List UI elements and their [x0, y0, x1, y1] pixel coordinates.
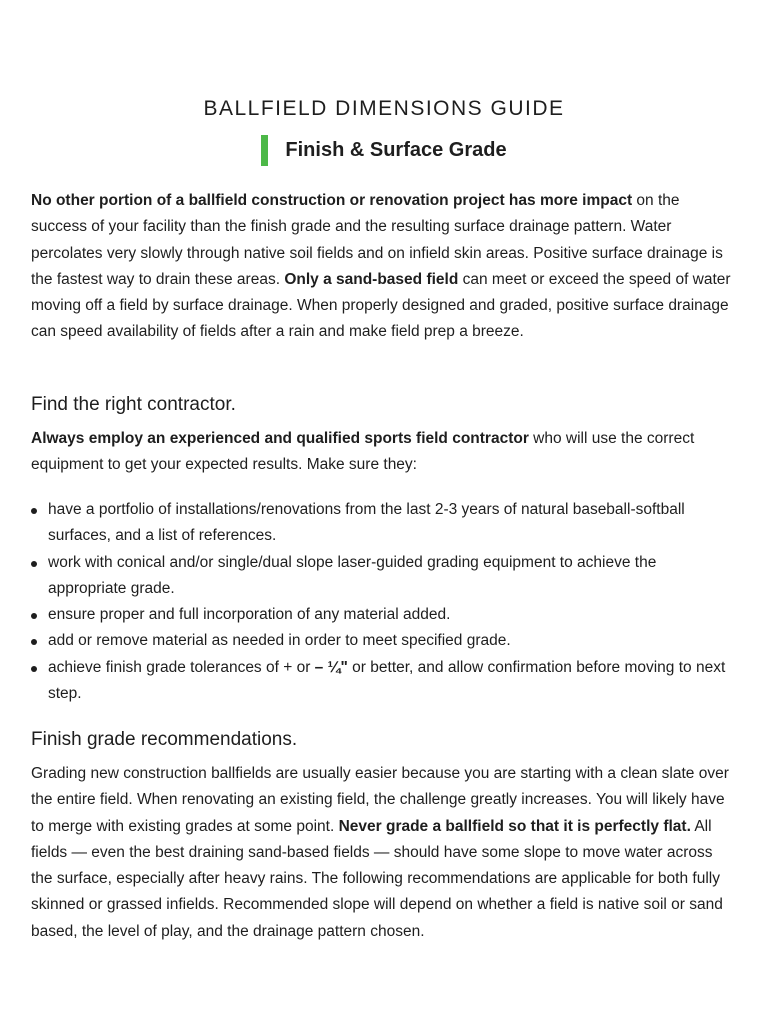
list-item: [31, 602, 737, 628]
accent-bar: [261, 135, 268, 166]
bullet-dot: [31, 508, 37, 514]
recommendations-bold: Never grade a ballfield so that it is perfectly flat.: [338, 817, 691, 835]
subtitle-row: [0, 135, 768, 166]
heading-recommendations: Finish grade recommendations.: [31, 729, 298, 750]
recommendations-text-1: Grading new construction ballfields are usually easier because you are starting with a clean slate over the entire field. When renovating an existing field, the challenge greatly increases. You will likely have to merge with existing grades at some point.: [31, 765, 729, 835]
list-item-text-pre: achieve finish grade tolerances of + or: [48, 658, 315, 676]
contractor-bold: Always employ an experienced and qualified sports field contractor: [31, 430, 529, 447]
bullet-dot: [31, 639, 37, 645]
section-contractor: [31, 392, 737, 418]
heading-contractor: Find the right contractor.: [31, 394, 236, 415]
bullet-dot: [31, 561, 37, 567]
section-recommendations: [31, 727, 737, 753]
list-item: [31, 497, 737, 550]
list-item-text: have a portfolio of installations/renovations from the last 2-3 years of natural baseball-softball surfaces, and a list of references.: [48, 501, 685, 545]
list-item: [31, 655, 737, 708]
contractor-text: who will use the correct equipment to get your expected results. Make sure they:: [31, 430, 695, 474]
recommendations-text-2: All fields — even the best draining sand-based fields — should have some slope to move water across the surface, especially after heavy rains. The following recommendations are applicable for both fully skinned or grassed infields. Recommended slope will depend on whether a field is native soil or sand based, the level of play, and the drainage pattern chosen.: [31, 817, 723, 940]
list-item: [31, 628, 737, 654]
intro-text-2: can meet or exceed the speed of water moving off a field by surface drainage. When properly designed and graded, positive surface drainage can speed availability of fields after a rain and make field prep a breeze.: [31, 270, 731, 341]
list-item: [31, 550, 737, 603]
intro-bold-2: Only a sand-based field: [284, 270, 459, 288]
bullet-dot: [31, 666, 37, 672]
contractor-list-block: [31, 497, 737, 707]
list-item-text: add or remove material as needed in order to meet specified grade.: [48, 632, 511, 650]
list-item-text-bold: – ¼": [314, 658, 348, 676]
list-item-text: work with conical and/or single/dual slope laser-guided grading equipment to achieve the appropriate grade.: [48, 553, 657, 597]
intro-paragraph: [31, 188, 737, 346]
document-title: BALLFIELD DIMENSIONS GUIDE: [203, 97, 565, 120]
list-item-text: ensure proper and full incorporation of any material added.: [48, 606, 451, 624]
contractor-paragraph: [31, 426, 737, 479]
list-item-text-post: or better, and allow confirmation before moving to next step.: [48, 658, 726, 703]
recommendations-paragraph: [31, 761, 737, 945]
intro-text-1: on the success of your facility than the finish grade and the resulting surface drainage pattern. Water percolates very slowly through native soil fields and on infield skin areas. Positive surface drainage is the fastest way to drain these areas.: [31, 192, 723, 288]
intro-block: [31, 188, 737, 346]
bullet-dot: [31, 613, 37, 619]
contractor-list: [31, 497, 737, 707]
contractor-body: [31, 426, 737, 479]
recommendations-body: [31, 761, 737, 945]
section-title: Finish & Surface Grade: [285, 139, 507, 161]
intro-bold-1: No other portion of a ballfield construction or renovation project has more impact: [31, 192, 633, 209]
